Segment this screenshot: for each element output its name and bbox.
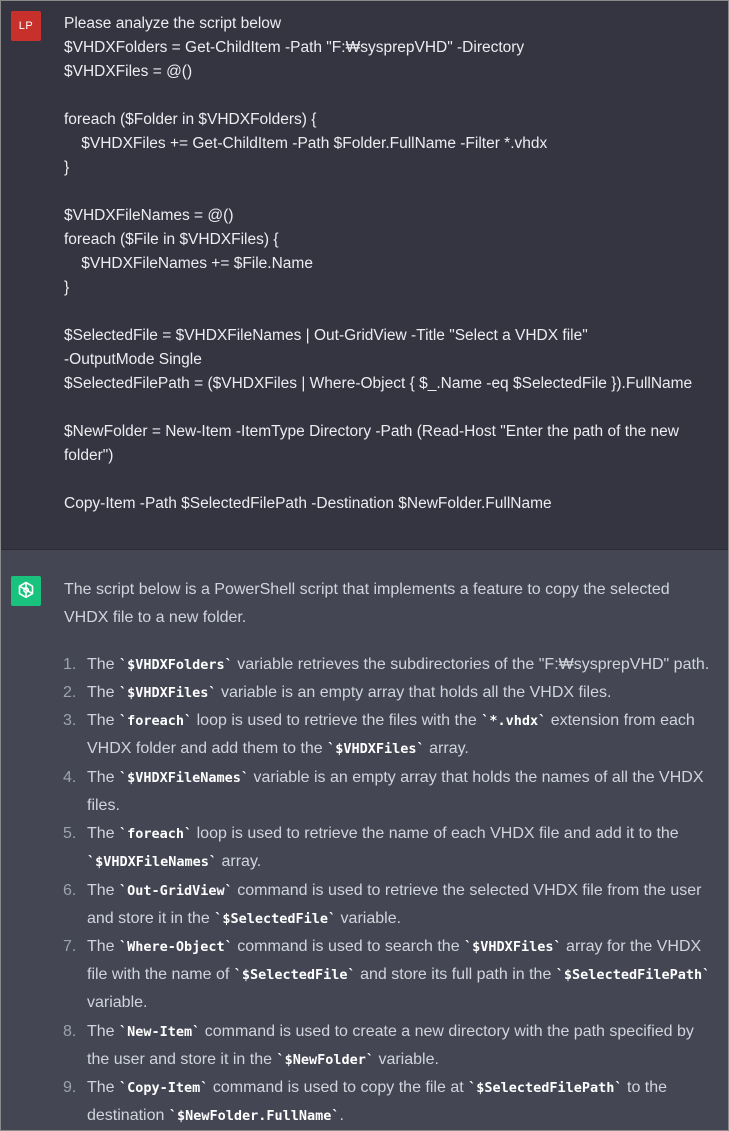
inline-code: `$SelectedFilePath`: [468, 1080, 623, 1096]
step-number: 9.: [63, 1079, 77, 1096]
step-text: command is used to search the: [232, 938, 465, 955]
inline-code: `$SelectedFile`: [214, 911, 337, 927]
inline-code: `$VHDXFiles`: [327, 741, 425, 757]
step-text: The: [87, 769, 120, 786]
step-text: The: [87, 882, 120, 899]
step-number: 5.: [63, 825, 77, 842]
step-number: 3.: [63, 712, 77, 729]
step-item: [1, 1018, 728, 1074]
step-number: 1.: [63, 656, 77, 673]
step-text: and store its full path in the: [355, 966, 556, 983]
step-text: array.: [217, 853, 262, 870]
assistant-message: [1, 550, 728, 1130]
inline-code: `$NewFolder.FullName`: [168, 1108, 340, 1124]
step-item: [1, 679, 728, 707]
step-item: [1, 707, 728, 763]
inline-code: `Where-Object`: [119, 939, 233, 955]
inline-code: `$VHDXFolders`: [119, 657, 233, 673]
step-number: 4.: [63, 769, 77, 786]
openai-logo-icon: [15, 580, 37, 602]
step-item: [1, 651, 728, 679]
inline-code: `$VHDXFiles`: [464, 939, 562, 955]
step-text: command is used to copy the file at: [208, 1079, 469, 1096]
step-item: [1, 877, 728, 933]
step-text: The: [87, 656, 120, 673]
step-text: loop is used to retrieve the files with the: [192, 712, 482, 729]
step-text: The: [87, 938, 120, 955]
user-message: [1, 1, 728, 550]
step-item: [1, 820, 728, 876]
inline-code: `Out-GridView`: [119, 883, 233, 899]
step-number: 8.: [63, 1023, 77, 1040]
user-message-text: Please analyze the script below $VHDXFolders = Get-ChildItem -Path "F:₩sysprepVHD" -Directory $VHDXFiles = @() foreach ($Folder in $VHDXFolders) { $VHDXFiles += Get-ChildItem -Path $Folder.FullName -Filter *.vhdx } $VHDXFileNames = @() foreach ($File in $VHDXFiles) { $VHDXFileNames += $File.Name } $SelectedFile = $VHDXFileNames | Out-GridView -Title "Select a VHDX file" -OutputMode Single $SelectedFilePath = ($VHDXFiles | Where-Object { $_.Name -eq $SelectedFile }).FullName $NewFolder = New-Item -ItemType Directory -Path (Read-Host "Enter the path of the new folder") Copy-Item -Path $SelectedFilePath -Destination $NewFolder.FullName: [64, 15, 693, 512]
step-text: variable.: [336, 910, 402, 927]
inline-code: `$SelectedFilePath`: [555, 967, 711, 983]
inline-code: `$VHDXFileNames`: [87, 854, 218, 870]
step-text: The: [87, 712, 120, 729]
inline-code: `New-Item`: [119, 1024, 201, 1040]
step-text: array for the VHDX file with the name of: [87, 938, 702, 983]
inline-code: `foreach`: [119, 826, 193, 842]
step-text: The: [87, 684, 120, 701]
step-item: [1, 764, 728, 820]
inline-code: `$SelectedFile`: [233, 967, 356, 983]
inline-code: `*.vhdx`: [481, 713, 547, 729]
step-item: [1, 1074, 728, 1130]
step-number: 7.: [63, 938, 77, 955]
step-text: variable is an empty array that holds the names of all the VHDX files.: [87, 769, 704, 814]
step-item: [1, 933, 728, 1017]
inline-code: `$VHDXFiles`: [119, 685, 217, 701]
inline-code: `$VHDXFileNames`: [119, 770, 250, 786]
step-text: .: [339, 1107, 344, 1124]
step-text: variable retrieves the subdirectories of the "F:₩sysprepVHD" path.: [232, 656, 710, 673]
step-text: to the destination: [87, 1079, 668, 1124]
step-text: The: [87, 1079, 120, 1096]
step-text: variable.: [374, 1051, 439, 1068]
step-text: array.: [424, 740, 469, 757]
step-text: extension from each VHDX folder and add them to the: [87, 712, 695, 757]
step-text: The: [87, 1023, 120, 1040]
step-text: loop is used to retrieve the name of each VHDX file and add it to the: [192, 825, 679, 842]
step-number: 6.: [63, 882, 77, 899]
user-avatar: LP: [11, 11, 41, 41]
assistant-intro: The script below is a PowerShell script that implements a feature to copy the selected VHDX file to a new folder.: [64, 581, 670, 626]
step-text: The: [87, 825, 120, 842]
step-text: command is used to retrieve the selected VHDX file from the user and store it in the: [87, 882, 702, 927]
assistant-avatar: [11, 576, 41, 606]
inline-code: `Copy-Item`: [119, 1080, 209, 1096]
step-text: variable is an empty array that holds all the VHDX files.: [216, 684, 612, 701]
inline-code: `$NewFolder`: [276, 1052, 374, 1068]
step-number: 2.: [63, 684, 77, 701]
step-text: command is used to create a new directory with the path specified by the user and store it in the: [87, 1023, 694, 1068]
step-text: variable.: [87, 994, 148, 1011]
inline-code: `foreach`: [119, 713, 193, 729]
